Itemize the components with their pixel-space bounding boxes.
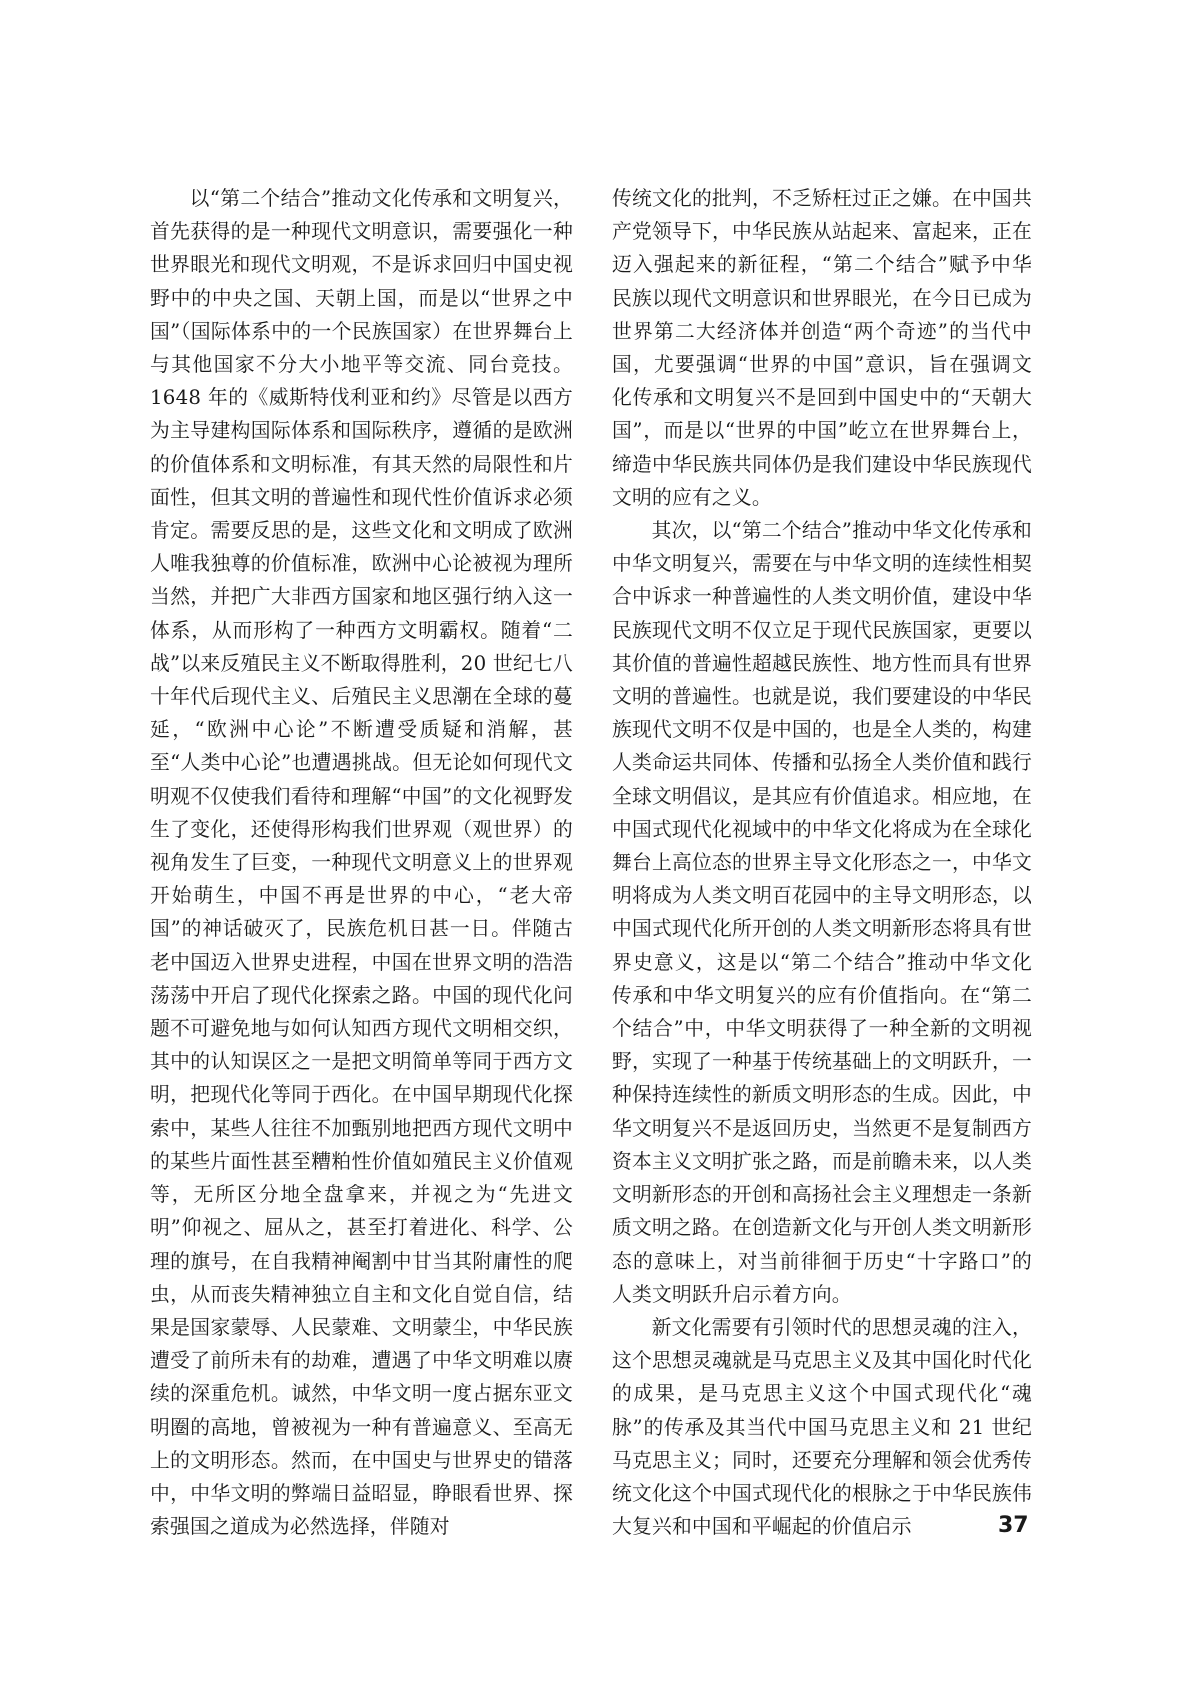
body-paragraph: 新文化需要有引领时代的思想灵魂的注入，这个思想灵魂就是马克思主义及其中国化时代化的成果，是马克思主义这个中国式现代化“魂脉”的传承及其当代中国马克思主义和 21 世纪马克思主义；同时，还要充分理解和领会优秀传统文化这个中国式现代化的根脉之于中华民族伟大复兴和中国和平崛起的价值启示	[612, 1315, 1032, 1539]
left-column	[150, 182, 573, 1543]
body-paragraph: 其次，以“第二个结合”推动中华文化传承和中华文明复兴，需要在与中华文明的连续性相契合中诉求一种普遍性的人类文明价值，建设中华民族现代文明不仅立足于现代民族国家，更要以其价值的普遍性超越民族性、地方性而具有世界文明的普遍性。也就是说，我们要建设的中华民族现代文明不仅是中国的，也是全人类的，构建人类命运共同体、传播和弘扬全人类价值和践行全球文明倡议，是其应有价值追求。相应地，在中国式现代化视域中的中华文化将成为在全球化舞台上高位态的世界主导文化形态之一，中华文明将成为人类文明百花园中的主导文明形态，以中国式现代化所开创的人类文明新形态将具有世界史意义，这是以“第二个结合”推动中华文化传承和中华文明复兴的应有价值指向。在“第二个结合”中，中华文明获得了一种全新的文明视野，实现了一种基于传统基础上的文明跃升，一种保持连续性的新质文明形态的生成。因此，中华文明复兴不是返回历史，当然更不是复制西方资本主义文明扩张之路，而是前瞻未来，以人类文明新形态的开创和高扬社会主义理想走一条新质文明之路。在创造新文化与开创人类文明新形态的意味上，对当前徘徊于历史“十字路口”的人类文明跃升启示着方向。	[612, 519, 1032, 1306]
body-paragraph: 以“第二个结合”推动文化传承和文明复兴，首先获得的是一种现代文明意识，需要强化一种世界眼光和现代文明观，不是诉求回归中国史视野中的中央之国、天朝上国，而是以“世界之中国”（国际体系中的一个民族国家）在世界舞台上与其他国家不分大小地平等交流、同台竞技。1648 年的《威斯特伐利亚和约》尽管是以西方为主导建构国际体系和国际秩序，遵循的是欧洲的价值体系和文明标准，有其天然的局限性和片面性，但其文明的普遍性和现代性价值诉求必须肯定。需要反思的是，这些文化和文明成了欧洲人唯我独尊的价值标准，欧洲中心论被视为理所当然，并把广大非西方国家和地区强行纳入这一体系，从而形构了一种西方文明霸权。随着“二战”以来反殖民主义不断取得胜利，20 世纪七八十年代后现代主义、后殖民主义思潮在全球的蔓延，“欧洲中心论”不断遭受质疑和消解，甚至“人类中心论”也遭遇挑战。但无论如何现代文明观不仅使我们看待和理解“中国”的文化视野发生了变化，还使得形构我们世界观（观世界）的视角发生了巨变，一种现代文明意义上的世界观开始萌生，中国不再是世界的中心，“老大帝国”的神话破灭了，民族危机日甚一日。伴随古老中国迈入世界史进程，中国在世界文明的浩浩荡荡中开启了现代化探索之路。中国的现代化问题不可避免地与如何认知西方现代文明相交织，其中的认知误区之一是把文明简单等同于西方文明，把现代化等同于西化。在中国早期现代化探索中，某些人往往不加甄别地把西方现代文明中的某些片面性甚至糟粕性价值如殖民主义价值观等，无所区分地全盘拿来，并视之为“先进文明”仰视之、屈从之，甚至打着进化、科学、公理的旗号，在自我精神阉割中甘当其附庸性的爬虫，从而丧失精神独立自主和文化自觉自信，结果是国家蒙辱、人民蒙难、文明蒙尘，中华民族遭受了前所未有的劫难，遭遇了中华文明难以赓续的深重危机。诚然，中华文明一度占据东亚文明圈的高地，曾被视为一种有普遍意义、至高无上的文明形态。然而，在中国史与世界史的错落中，中华文明的弊端日益昭显，睁眼看世界、探索强国之道成为必然选择，伴随对	[150, 187, 573, 1539]
page-number: 37	[998, 1513, 1029, 1538]
right-column	[612, 182, 1032, 1543]
continued-paragraph: 传统文化的批判，不乏矫枉过正之嫌。在中国共产党领导下，中华民族从站起来、富起来，正在迈入强起来的新征程，“第二个结合”赋予中华民族以现代文明意识和世界眼光，在今日已成为世界第二大经济体并创造“两个奇迹”的当代中国，尤要强调“世界的中国”意识，旨在强调文化传承和文明复兴不是回到中国史中的“天朝大国”，而是以“世界的中国”屹立在世界舞台上，缔造中华民族共同体仍是我们建设中华民族现代文明的应有之义。	[612, 187, 1032, 509]
